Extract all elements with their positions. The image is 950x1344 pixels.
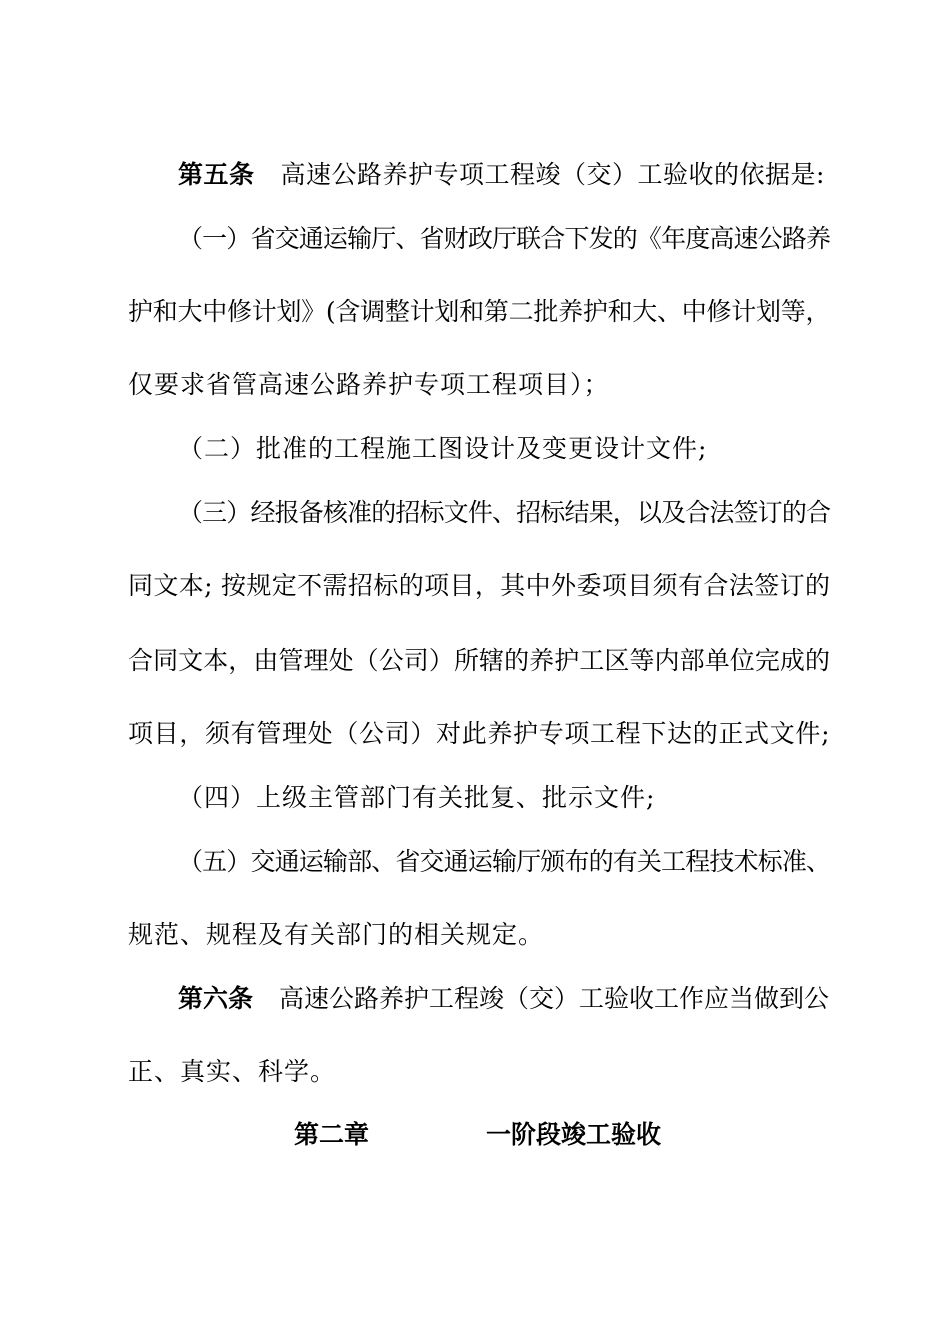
item-5-line-2: 规范、规程及有关部门的相关规定。: [128, 920, 545, 949]
item-3-line-4: 项目，须有管理处（公司）对此养护专项工程下达的正式文件;: [128, 719, 830, 748]
item-4-line-1: （四）上级主管部门有关批复、批示文件;: [178, 783, 656, 812]
chapter-title: 一阶段竣工验收: [486, 1120, 662, 1149]
chapter-heading: [0, 1118, 950, 1152]
article-6-heading: 第六条: [178, 984, 254, 1013]
item-1-line-2: 护和大中修计划》(含调整计划和第二批养护和大、中修计划等，: [128, 297, 830, 326]
article-6-text: 高速公路养护工程竣（交）工验收工作应当做到公: [279, 984, 830, 1013]
item-3-line-2: 同文本; 按规定不需招标的项目，其中外委项目须有合法签订的: [128, 571, 830, 600]
article-6-line-1: [178, 982, 830, 1016]
article-5-line: [178, 158, 830, 192]
article-5-text: 高速公路养护专项工程竣（交）工验收的依据是:: [280, 160, 825, 189]
item-3-line-3: 合同文本，由管理处（公司）所辖的养护工区等内部单位完成的: [128, 646, 830, 675]
chapter-number: 第二章: [294, 1120, 370, 1149]
article-5-heading: 第五条: [178, 160, 255, 189]
item-1-line-1: （一）省交通运输厅、省财政厅联合下发的《年度高速公路养: [178, 224, 830, 253]
item-5-line-1: （五）交通运输部、省交通运输厅颁布的有关工程技术标准、: [178, 847, 830, 876]
item-3-line-1: （三）经报备核准的招标文件、招标结果，以及合法签订的合: [178, 498, 830, 527]
item-2-line-1: （二）批准的工程施工图设计及变更设计文件;: [178, 434, 708, 463]
article-6-line-2: 正、真实、科学。: [128, 1057, 337, 1086]
item-1-line-3: 仅要求省管高速公路养护专项工程项目）；: [128, 370, 610, 399]
